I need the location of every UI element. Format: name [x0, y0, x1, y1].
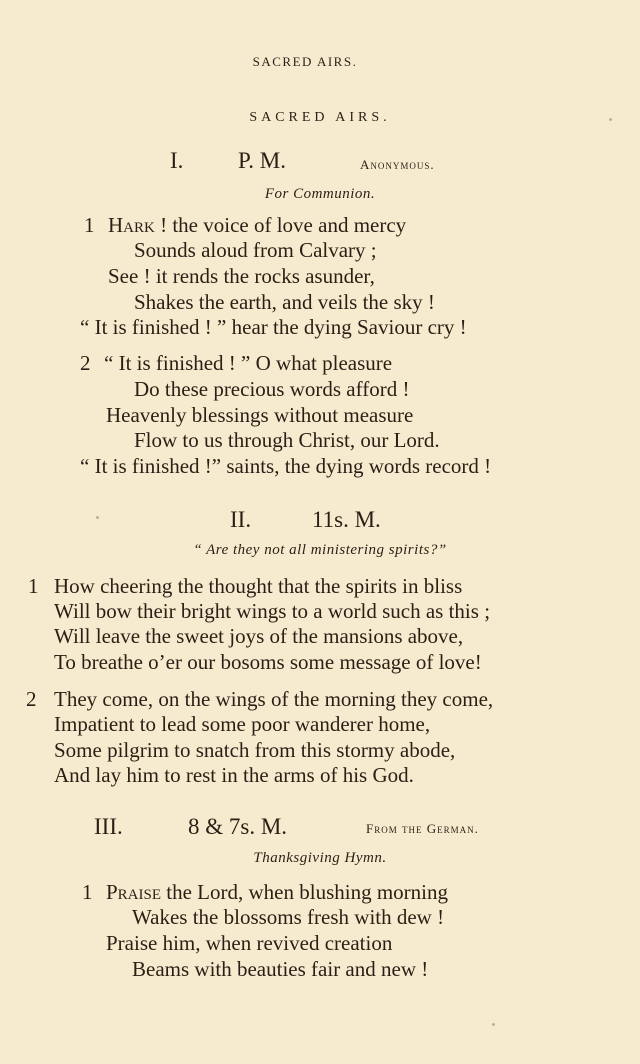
- stanza-number: 1: [82, 880, 93, 904]
- stanza-number: 1: [28, 574, 39, 598]
- hymn-number: II.: [230, 507, 252, 532]
- hymn-number: III.: [94, 814, 123, 839]
- verse-line: Will leave the sweet joys of the mansions above,: [54, 624, 464, 648]
- paper-speck: [96, 516, 99, 519]
- line-text: ! the voice of love and mercy: [160, 213, 407, 237]
- verse-line: Sounds aloud from Calvary ;: [134, 238, 377, 262]
- hymn-subtitle: For Communion.: [264, 186, 376, 202]
- verse-line: Heavenly blessings without measure: [106, 403, 414, 427]
- stanza-number: 1: [84, 213, 95, 237]
- verse-line: Will bow their bright wings to a world such as this ;: [54, 599, 491, 623]
- verse-line: And lay him to rest in the arms of his God.: [54, 763, 414, 787]
- hymn-meter: 11s. M.: [312, 507, 381, 532]
- line-text: the Lord, when blushing morning: [166, 880, 448, 904]
- hymn-number: I.: [170, 148, 184, 173]
- hymn-meter: 8 & 7s. M.: [188, 814, 288, 839]
- running-head: SACRED AIRS.: [252, 54, 358, 69]
- hymn-meter: P. M.: [238, 148, 286, 173]
- verse-line: Wakes the blossoms fresh with dew !: [132, 905, 445, 929]
- verse-line: They come, on the wings of the morning they come,: [54, 687, 494, 711]
- verse-line: Impatient to lead some poor wanderer home,: [54, 712, 431, 736]
- paper-speck: [609, 118, 612, 121]
- stanza-number: 2: [26, 687, 37, 711]
- verse-line: Some pilgrim to snatch from this stormy abode,: [54, 738, 456, 762]
- first-word: Hark: [108, 213, 155, 237]
- hymn-attribution: Anonymous.: [360, 157, 435, 172]
- verse-line: To breathe o’er our bosoms some message of love!: [54, 650, 482, 674]
- hymn-attribution: From the German.: [366, 821, 479, 836]
- verse-line: Flow to us through Christ, our Lord.: [134, 428, 440, 452]
- paper-speck: [492, 1023, 495, 1026]
- first-word: Praise: [106, 880, 162, 904]
- verse-line: Do these precious words afford !: [134, 377, 410, 401]
- stanza-number: 2: [80, 351, 91, 375]
- verse-line: [108, 213, 406, 238]
- section-title: SACRED AIRS.: [249, 110, 391, 125]
- verse-line: Praise him, when revived creation: [106, 931, 393, 955]
- verse-line: [106, 880, 448, 905]
- verse-line: Beams with beauties fair and new !: [132, 957, 429, 981]
- verse-line: See ! it rends the rocks asunder,: [108, 264, 375, 288]
- verse-line: “ It is finished !” saints, the dying words record !: [80, 454, 492, 478]
- hymn-subtitle: “ Are they not all ministering spirits?”: [193, 542, 447, 558]
- verse-line: “ It is finished ! ” hear the dying Saviour cry !: [80, 315, 467, 339]
- hymn-subtitle: Thanksgiving Hymn.: [253, 850, 387, 866]
- verse-line: How cheering the thought that the spirits in bliss: [54, 574, 463, 598]
- verse-line: “ It is finished ! ” O what pleasure: [104, 351, 393, 375]
- verse-line: Shakes the earth, and veils the sky !: [134, 290, 435, 314]
